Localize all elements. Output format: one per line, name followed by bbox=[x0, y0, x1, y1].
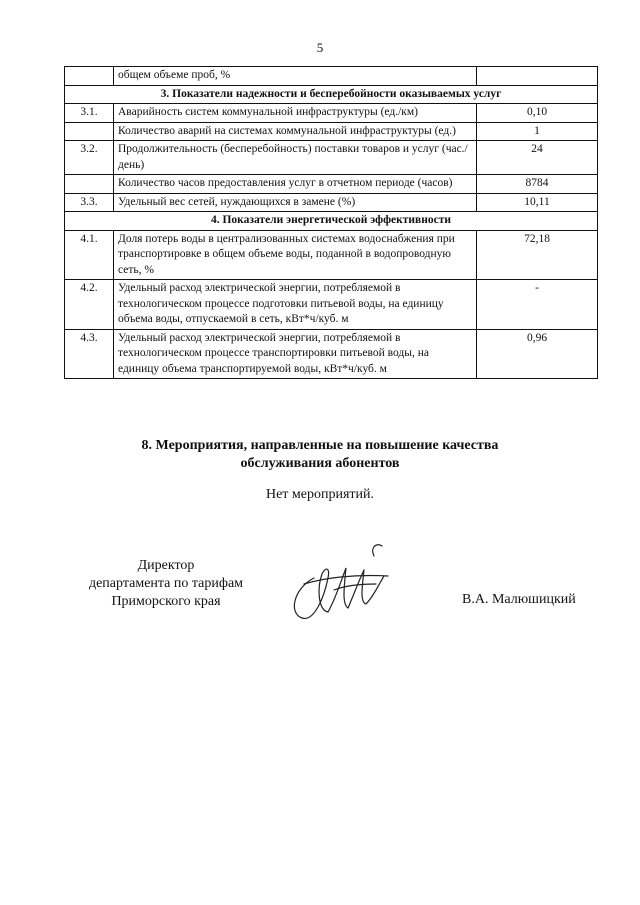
row-number: 3.1. bbox=[65, 104, 114, 123]
row-number bbox=[65, 67, 114, 86]
indicator-name: Количество часов предоставления услуг в отчетном периоде (часов) bbox=[114, 175, 477, 194]
table-row bbox=[65, 175, 598, 194]
indicator-name: Продолжительность (бесперебойность) поставки товаров и услуг (час./день) bbox=[114, 141, 477, 175]
indicator-value: 1 bbox=[477, 122, 598, 141]
table-row bbox=[65, 280, 598, 330]
signer-title bbox=[76, 557, 256, 612]
row-number: 4.2. bbox=[65, 280, 114, 330]
indicator-value: 10,11 bbox=[477, 193, 598, 212]
section-8-heading-line2: обслуживания абонентов bbox=[240, 456, 400, 472]
section-title: 3. Показатели надежности и бесперебойности оказываемых услуг bbox=[65, 85, 598, 104]
indicator-value bbox=[477, 67, 598, 86]
signer-title-line2: департамента по тарифам bbox=[88, 576, 244, 592]
section-8-heading bbox=[0, 437, 640, 473]
table-row bbox=[65, 193, 598, 212]
table-row bbox=[65, 122, 598, 141]
table-row bbox=[65, 67, 598, 86]
row-number: 3.3. bbox=[65, 193, 114, 212]
indicator-name: общем объеме проб, % bbox=[114, 67, 477, 86]
row-number: 4.3. bbox=[65, 329, 114, 379]
indicator-name: Количество аварий на системах коммунальной инфраструктуры (ед.) bbox=[114, 122, 477, 141]
section-header-row bbox=[65, 85, 598, 104]
indicator-name: Удельный расход электрической энергии, потребляемой в технологическом процессе подготовки питьевой воды, на единицу объема воды, отпускаемой в сеть, кВт*ч/куб. м bbox=[114, 280, 477, 330]
indicator-value: - bbox=[477, 280, 598, 330]
signer-title-line1: Директор bbox=[137, 558, 195, 573]
indicator-name: Удельный вес сетей, нуждающихся в замене (%) bbox=[114, 193, 477, 212]
indicator-name: Удельный расход электрической энергии, потребляемой в технологическом процессе транспортировки питьевой воды, на единицу объема транспортируемой воды, кВт*ч/куб. м bbox=[114, 329, 477, 379]
section-header-row bbox=[65, 212, 598, 231]
table-row bbox=[65, 329, 598, 379]
row-number: 3.2. bbox=[65, 141, 114, 175]
row-number bbox=[65, 175, 114, 194]
indicator-name: Доля потерь воды в централизованных системах водоснабжения при транспортировке в общем объеме воды, поданной в водопроводную сеть, % bbox=[114, 230, 477, 280]
indicator-value: 8784 bbox=[477, 175, 598, 194]
table-row bbox=[65, 104, 598, 123]
signer-name: В.А. Малюшицкий bbox=[462, 592, 576, 607]
row-number bbox=[65, 122, 114, 141]
indicator-value: 0,10 bbox=[477, 104, 598, 123]
signer-title-line3: Приморского края bbox=[111, 594, 221, 610]
table-row bbox=[65, 230, 598, 280]
indicator-value: 0,96 bbox=[477, 329, 598, 379]
indicators-table bbox=[64, 66, 598, 379]
page-number: 5 bbox=[316, 40, 324, 55]
handwritten-signature bbox=[284, 538, 394, 628]
indicator-name: Аварийность систем коммунальной инфраструктуры (ед./км) bbox=[114, 104, 477, 123]
indicator-value: 24 bbox=[477, 141, 598, 175]
section-8-heading-line1: 8. Мероприятия, направленные на повышение качества bbox=[141, 438, 499, 453]
indicator-value: 72,18 bbox=[477, 230, 598, 280]
table-row bbox=[65, 141, 598, 175]
row-number: 4.1. bbox=[65, 230, 114, 280]
section-title: 4. Показатели энергетической эффективности bbox=[65, 212, 598, 231]
no-events-text: Нет мероприятий. bbox=[265, 487, 375, 502]
